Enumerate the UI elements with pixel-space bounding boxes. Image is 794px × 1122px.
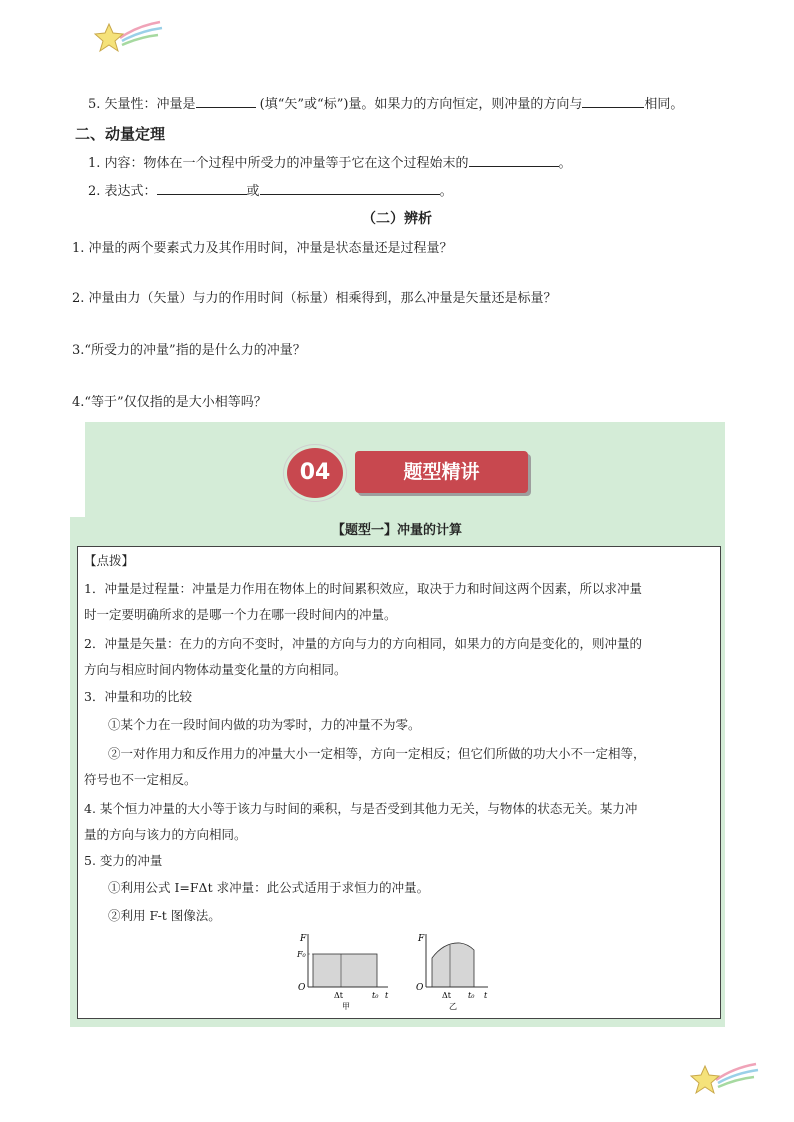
- fill-blank: [196, 95, 256, 108]
- fill-blank: [157, 182, 247, 195]
- tip-line: 量的方向与该力的方向相同。: [84, 827, 247, 842]
- vector-property-item: 5. 矢量性：冲量是 (填“矢”或“标”)量。如果力的方向恒定，则冲量的方向与 相同。: [88, 97, 684, 112]
- tip-line: ①某个力在一段时间内做的功为零时，力的冲量不为零。: [108, 717, 421, 732]
- analysis-question: 1. 冲量的两个要素式力及其作用时间，冲量是状态量还是过程量？: [72, 241, 453, 256]
- tick-label-t0: t₀: [468, 991, 475, 1000]
- tips-heading: 【点拨】: [84, 553, 135, 568]
- section-number-badge: 04: [287, 448, 343, 498]
- graph-caption: 乙: [449, 1002, 457, 1010]
- tick-label-dt: Δt: [442, 991, 451, 1000]
- axis-label-f0: F₀: [297, 950, 306, 959]
- tip-line: 4. 某个恒力冲量的大小等于该力与时间的乘积，与是否受到其他力无关，与物体的状态无关。某力冲: [84, 801, 638, 816]
- theorem-content-item: 1. 内容：物体在一个过程中所受力的冲量等于它在这个过程始末的 。: [88, 156, 572, 171]
- fill-blank: [582, 95, 644, 108]
- section-heading: 二、动量定理: [75, 125, 166, 143]
- f-t-graph-variable: [412, 928, 512, 1010]
- analysis-question: 4.“等于”仅仅指的是大小相等吗？: [72, 395, 267, 410]
- axis-label-t: t: [385, 991, 389, 1000]
- analysis-question: 2. 冲量由力（矢量）与力的作用时间（标量）相乘得到，那么冲量是矢量还是标量？: [72, 291, 557, 306]
- type-title: 【题型一】冲量的计算: [331, 523, 462, 538]
- tip-line: ②利用 F-t 图像法。: [108, 908, 221, 923]
- analysis-question: 3.“所受力的冲量”指的是什么力的冲量？: [72, 343, 306, 358]
- tick-label-t0: t₀: [372, 991, 379, 1000]
- fill-blank: [260, 182, 440, 195]
- tip-line: 时一定要明确所求的是哪一个力在哪一段时间内的冲量。: [84, 607, 397, 622]
- f-t-graph-constant: [296, 928, 396, 1010]
- tip-line: 符号也不一定相反。: [84, 772, 197, 787]
- section-banner-title: 题型精讲: [355, 451, 528, 493]
- graph-caption: 甲: [342, 1002, 350, 1010]
- analysis-heading: （二）辨析: [362, 211, 432, 227]
- tip-line: ②一对作用力和反作用力的冲量大小一定相等，方向一定相反；但它们所做的功大小不一定相等，: [108, 746, 646, 761]
- tip-line: 方向与相应时间内物体动量变化量的方向相同。: [84, 662, 347, 677]
- tip-line: 3．冲量和功的比较: [84, 689, 192, 704]
- tick-label-dt: Δt: [334, 991, 343, 1000]
- tip-line: 5. 变力的冲量: [84, 853, 163, 868]
- tip-line: ①利用公式 I=FΔt 求冲量：此公式适用于求恒力的冲量。: [108, 880, 430, 895]
- origin-label: O: [298, 983, 306, 993]
- theorem-expression-item: 2. 表达式： 或 。: [88, 184, 453, 199]
- axis-label-t: t: [484, 991, 488, 1000]
- star-decoration-icon: [92, 16, 164, 60]
- fill-blank: [469, 154, 559, 167]
- star-decoration-icon: [688, 1058, 760, 1102]
- axis-label-f: F: [300, 934, 307, 944]
- axis-label-f: F: [418, 934, 425, 944]
- origin-label: O: [416, 983, 424, 993]
- tip-line: 1．冲量是过程量：冲量是力作用在物体上的时间累积效应，取决于力和时间这两个因素，所以求冲量: [84, 581, 642, 596]
- tip-line: 2．冲量是矢量：在力的方向不变时，冲量的方向与力的方向相同，如果力的方向是变化的，则冲量的: [84, 636, 642, 651]
